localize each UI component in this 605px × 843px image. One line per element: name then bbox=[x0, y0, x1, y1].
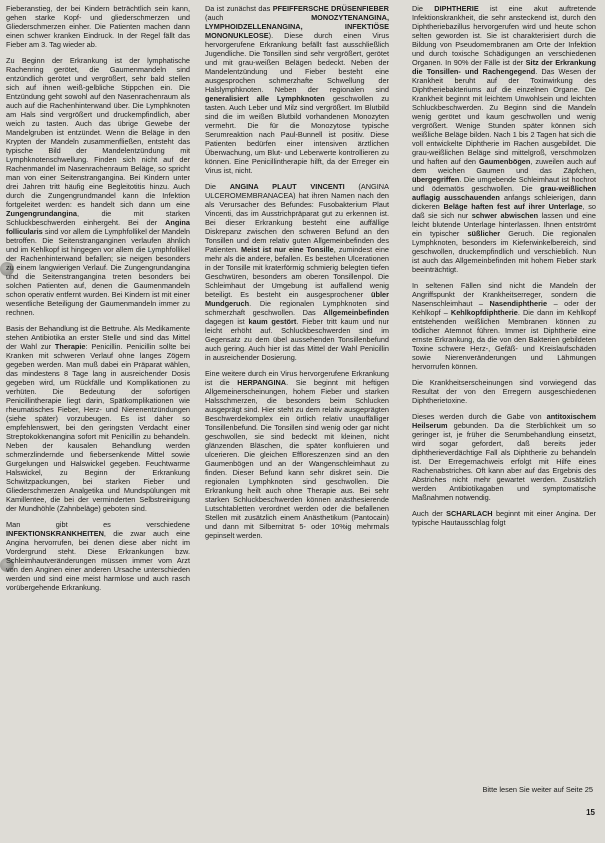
body-text: Man gibt es verschiedene bbox=[6, 520, 190, 529]
bold-text: Zungengrundangina bbox=[6, 209, 77, 218]
body-text: Dieses werden durch die Gabe von bbox=[412, 412, 547, 421]
paragraph bbox=[6, 56, 190, 317]
bold-text: Sitz der Erkrankung die Tonsillen- und Rachengegend bbox=[412, 58, 597, 76]
bold-text: übler Mundgeruch bbox=[205, 290, 389, 308]
body-text: Die Krankheitserscheinungen sind vorwiegend das Resultat der von den Erregern ausgeschiedenen Diphtherietoxine. bbox=[412, 378, 596, 405]
body-text: , so daß sie sich nur bbox=[412, 202, 596, 220]
body-text: (auch bbox=[205, 13, 312, 22]
body-text: Geruch. Die regionalen Lymphknoten, besonders im Kieferwinkelbereich, sind geschwollen, druckempfindlich und verschieblich. Nun ist auch das Allgemeinbefinden mit hohem Fieber stark beeinträchtigt. bbox=[412, 229, 596, 274]
body-text: , die zwar auch eine Angina hervorrufen, bei denen diese aber nicht im Vordergrund steht. Diese Erkrankungen bzw. Schleimhautveränderungen müssen immer vom Arzt von den Anginen einer anderen Ursache unterschieden werden und sind eine meist harmlose und auch rasch vorübergehende Erkrankung. bbox=[6, 529, 190, 592]
paragraph bbox=[412, 412, 596, 502]
body-text: In seltenen Fällen sind nicht die Mandeln der Angriffspunkt der Krankheitserreger, sondern die Nasenschleimhaut – bbox=[412, 281, 596, 308]
body-text: (ANGINA ULCEROMEMBRANACEA) hat ihren Namen nach den als Verursacher des Befundes: Fusobakterium Plaut Vincenti, das im Ausstrichpräparat gut zu erkennen ist. Bei dieser Erkrankung besteht eine auffällige Diskrepanz zwischen den schweren Befund an den Tonsillen und dem relativ guten Allgemeinbefinden des Patienten. bbox=[205, 182, 389, 254]
body-text: , die mit starken Schluckbeschwerden einhergeht. Bei der bbox=[6, 209, 190, 227]
body-text: , zumindest eine mehr als die andere, befallen. Es bestehen Ulcerationen in der Tonsille mit kraterförmig schmierig belegten tiefen Geschwüren, besonders am oberen Tonsillenpol. Die Schleimhaut der Umgebung ist auffallend wenig beteiligt. Es besteht ein ausgesprochener bbox=[205, 245, 389, 299]
body-text: . Das Wesen der Krankheit beruht auf der Toxinwirkung des Diphtheriebakteriums auf die einzelnen Organe. Die Krankheit beginnt mit leichtem Unwohlsein und leichten Schluckbeschwerden. Zu Beginn sind die Mandeln wenig gerötet und kaum geschwollen und wenig vergrößert. Wenige Stunden später können sich weißliche Beläge bilden. Nach 1 bis 2 Tagen hat sich die voll entwickelte Diphtherie im Rachen ausgebildet. Die grau-weißlichen Beläge sind mittelgroß, verschmolzen und haften auf den bbox=[412, 67, 596, 166]
bold-text: HERPANGINA bbox=[237, 378, 287, 387]
bold-text: Gaumenbögen bbox=[478, 157, 531, 166]
paragraph bbox=[412, 509, 596, 527]
body-text: ). Diese durch einen Virus hervorgerufene Erkrankung befällt fast ausschließlich Jugendliche. Die Tonsillen sind sehr vergrößert, gerötet und mit grau-weißen Belägen bedeckt. Neben der Mandelentzündung und Fieber besteht eine ausgesprochen schmerzhafte Schwellung der Halslymphknoten. Neben der regionalen sind bbox=[205, 31, 389, 94]
page-number: 15 bbox=[586, 808, 595, 817]
body-text: geschwollen zu tasten. Auch Leber und Milz sind vergrößert. Im Blutbild sind die im weißen Blutbild vorhandenen Monozyten vermehrt. Die für die Monozytose typische Serumreaktion nach Paul-Bunnell ist positiv. Diese Patienten bedürfen einer intensiven ärztlichen Überwachung, um Blut- und Leberwerte kontrollieren zu können. Eine Penicillintherapie hilft, da der Erreger ein Virus ist, nicht. bbox=[205, 94, 389, 175]
body-text: . Die regionalen Lymphknoten sind schmerzhaft geschwollen. Das bbox=[205, 299, 389, 317]
paragraph bbox=[412, 4, 596, 274]
bold-text: Beläge haften fest auf ihrer Unterlage bbox=[443, 202, 583, 211]
bold-text: Meist ist nur eine Tonsille bbox=[241, 245, 334, 254]
bold-text: Nasendiphtherie bbox=[489, 299, 548, 308]
body-text: Die bbox=[412, 4, 435, 13]
body-text: . Die dann im Kehlkopf entstehenden weißlichen Membranen können zu tödlicher Atemnot führen. Immer ist Diphtherie eine ernste Erkrankung, da die von den Bakterien gebildeten Toxine schwere Herz-, Gefäß- und Kreislaufschäden sowie Nierenveränderungen und Lähmungen hervorrufen können. bbox=[412, 308, 596, 371]
bold-text: INFEKTIONSKRANKHEITEN bbox=[6, 529, 104, 538]
bold-text: übergegriffen bbox=[412, 175, 460, 184]
text-column-1 bbox=[6, 4, 190, 599]
bold-text: antitoxischem Heilserum bbox=[412, 412, 596, 430]
paragraph bbox=[205, 369, 389, 540]
paragraph bbox=[205, 182, 389, 362]
body-text: Die bbox=[205, 182, 230, 191]
bold-text: kaum gestört bbox=[248, 317, 297, 326]
body-text: Da ist zunächst das bbox=[205, 4, 273, 13]
bold-text: MONOZYTENANGINA, LYMPHOIDZELLENANGINA, INFEKTIÖSE MONONUKLEOSE bbox=[205, 13, 389, 40]
body-text: anfangs schleierigen, dann dickeren bbox=[412, 193, 597, 211]
body-text: . Fieber tritt kaum und nur leicht erhöht auf. Schluckbeschwerden sind im Gegensatz zu dem übel aussehenden Tonsillenbefund auch gering. Auch hier ist das Mittel der Wahl Penicillin in ausreichender Dosierung. bbox=[205, 317, 389, 362]
body-text: Zu Beginn der Erkrankung ist der lymphatische Rachenring gerötet, die Gaumenmandeln sind entzündlich gerötet und vergrößert, sehr bald stellen sich auf ihnen weiß-gelbliche Stippchen ein. Die Entzündung geht sowohl auf den Nasenrachenraum als auch auf die Rachenhinterwand über. Die Lymphknoten am Hals sind vergrößert und druckempfindlich, aber weich zu tasten. Auch das übrige Gewebe der Mandelgruben ist entzündet. Wenn die Beläge in den Krypten der Mandeln zusammenfließen, entsteht das typische Bild der Mandelentzündung mit Lymphknotenschwellung. Finden sich nicht auf der Rachenmandel im Nasenrachenraum Beläge, so spricht man von einer Seitenstrangangina. Bei Kindern unter drei Jahren tritt häufig eine Begleitotitis hinzu. Auch durch die Zungengrundmandel kann die Infektion fortgeleitet werden: es handelt sich dann um eine bbox=[6, 56, 190, 209]
continuation-note: Bitte lesen Sie weiter auf Seite 25 bbox=[482, 785, 593, 794]
bold-text: Allgemeinbefinden bbox=[323, 308, 389, 317]
text-column-3 bbox=[412, 4, 596, 534]
body-text: . Die umgebende Schleimhaut ist hochrot und ödematös geschwollen. Die bbox=[412, 175, 596, 193]
bold-text: DIPHTHERIE bbox=[434, 4, 479, 13]
bold-text: grau-weißlichen auflagig ausschauenden bbox=[412, 184, 596, 202]
bold-text: generalisiert alle Lymphknoten bbox=[205, 94, 325, 103]
body-text: . Sie beginnt mit heftigen Allgemeinerscheinungen, hohem Fieber und starken Halsschmerzen, die besonders beim Schlucken ausgeprägt sind. Hier steht zu dem relativ ausgeprägten Beschwerdekomplex ein örtlich relativ unauffälliger Tonsillenbefund. Die Tonsillen sind wenig oder gar nicht geschwollen, sie sind bedeckt mit kleinen, nicht glänzenden Bläschen, die später konfluieren und ulcerieren. Die gleichen Effloreszenzen sind an den Gaumenbögen und an der Wangenschleimhaut zu finden. Dieser Befund kann sehr diskret sein. Die regionalen Lymphknoten sind geschwollen. Die Erkrankung heilt auch ohne Therapie aus. Bei sehr starken Schluckbeschwerden können anästhesierende Lutschtabletten verordnet werden oder die befallenen Stellen mit zusätzlich einem Anästhetikum (Pantocain) und dann mit Silbernitrat 5- oder 10%ig mehrmals gepinselt werden. bbox=[205, 378, 389, 540]
body-text: beginnt mit einer Angina. Der typische Hautausschlag folgt bbox=[412, 509, 596, 527]
body-text: Eine weitere durch ein Virus hervorgerufene Erkrankung ist die bbox=[205, 369, 389, 387]
body-text: gebunden. Da die Sterblichkeit um so geringer ist, je früher die Serumbehandlung einsetzt, wird sogar gefordert, daß bereits jeder diphtherieverdächtige Fall als Diphtherie zu behandeln ist. Der Erregernachweis erfolgt mit Hilfe eines Rachenabstriches. Oft kann aber auf das Ergebnis des Abstriches nicht mehr gewartet werden. Zusätzlich werden Antibiotikagaben und symptomatische Maßnahmen notwendig. bbox=[412, 421, 596, 502]
bold-text: schwer abwischen bbox=[471, 211, 539, 220]
bold-text: Kehlkopfdiphtherie bbox=[450, 308, 518, 317]
body-text: : Penicillin. Penicillin sollte bei Kranken mit schweren Verlauf ohne langes Zögern gegeben werden. Man muß dabei ein Präparat wählen, das mindestens 8 Tage lang in ausreichender Dosis gegeben wird, um Rückfälle und Komplikationen zu verhüten. Die Bedeutung der sofortigen Penicillintherapie liegt darin, Spätkomplikationen wie rheumatisches Fieber, Herz- und Nierenentzündungen (siehe später) vorzubeugen. Es ist daher so empfehlenswert, bei den geringsten Verdacht einer Streptokokkenangina sofort mit Penicillin zu behandeln. Neben der kausalen Behandlung werden schmerzlindernde und fiebersenkende Mittel sowie Gurgelungen und Halswickel gegeben. Feuchtwarme Halswickel, zu Beginn der Erkrankung Schwitzpackungen, bei starken Fieber und Gliederschmerzen Analgetika und Mundspülungen mit Kamillentee, die bei der verminderten Selbstreinigung der Mundhöhle (Zahnbeläge) geboten sind. bbox=[6, 342, 190, 513]
body-text: sind vor allem die Lymphfollikel der Mandeln betroffen. Die Seitenstranganginen verlaufen ähnlich und im Kehlkopf ist hingegen vor allem die Lymphfollikel der Rachenhinterwand befallen; sie neigen besonders zu einem langwierigen Verlauf. Die Zungengrundangina und die Seitenstrangangina treten besonders bei solchen Patienten auf, denen die Gaumenmandeln schon operativ entfernt wurden. Bei Kindern ist mit einer wesentliche Beteiligung der Gaumenmandeln immer zu rechnen. bbox=[6, 227, 190, 317]
body-text: dagegen ist bbox=[205, 317, 249, 326]
bold-text: SCHARLACH bbox=[446, 509, 493, 518]
paragraph bbox=[412, 281, 596, 371]
body-text: ist eine akut auftretende Infektionskrankheit, die sehr ansteckend ist, durch den Diphtheriebazillus hervorgerufen wird und heute schon selten geworden ist. Sie ist charakterisiert durch die Bildung von Pseudomembranen am Orte der Infektion und durch toxische Schädigungen an verschiedenen Organen. In 90% der Fälle ist der bbox=[412, 4, 596, 67]
paragraph bbox=[412, 378, 596, 405]
bold-text: ANGINA PLAUT VINCENTI bbox=[229, 182, 345, 191]
body-text: , zuweilen auch auf dem weichen Gaumen und das Zäpfchen, bbox=[412, 157, 597, 175]
bold-text: PFEIFFERSCHE DRÜSENFIEBER bbox=[272, 4, 389, 13]
body-text: Fieberanstieg, der bei Kindern beträchtlich sein kann, gehen starke Kopf- und gliederschmerzen und Gliederschmerzen einher. Die Patienten machen dann einen schwer kranken Eindruck. In der Regel fällt das Fieber am 3. Tag wieder ab. bbox=[6, 4, 190, 49]
bold-text: Angina follicularis bbox=[6, 218, 190, 236]
bold-text: Therapie bbox=[54, 342, 86, 351]
body-text: – oder der Kehlkopf – bbox=[412, 299, 596, 317]
body-text: Basis der Behandlung ist die Bettruhe. Als Medikamente stehen Antibiotika an erster Stelle und sind das Mittel der Wahl zur bbox=[6, 324, 190, 351]
paragraph bbox=[205, 4, 389, 175]
paragraph bbox=[6, 520, 190, 592]
body-text: lassen und eine leicht blutende Unterlage hinterlassen. Ihnen entströmt ein typischer bbox=[412, 211, 596, 238]
paragraph bbox=[6, 324, 190, 513]
body-text: Auch der bbox=[412, 509, 447, 518]
text-column-2 bbox=[205, 4, 389, 547]
paragraph bbox=[6, 4, 190, 49]
bold-text: süßlicher bbox=[467, 229, 501, 238]
